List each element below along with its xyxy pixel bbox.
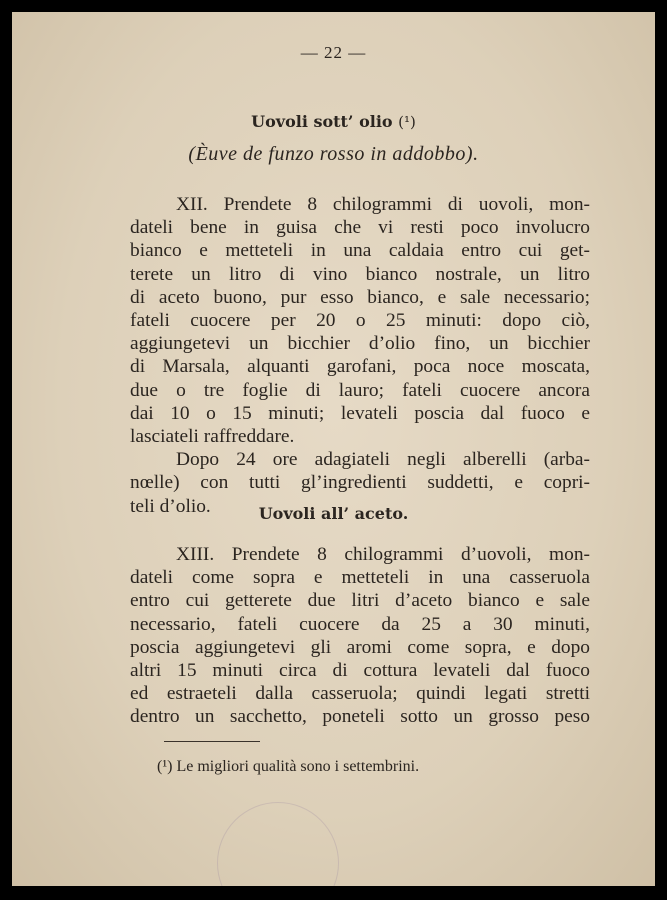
text-line: di Marsala, alquanti garofani, poca noce moscata, [130,356,590,378]
text-line: aggiungetevi un bicchier d’olio fino, un bicchier [130,333,590,355]
footnote: (¹) Le migliori qualità sono i settembrini. [157,758,420,775]
section-title-text: Uovoli sott’ olio [251,112,393,131]
text-line: XIII. Prendete 8 chilogrammi d’uovoli, mon- [176,544,590,565]
text-line: teli d’olio. [130,495,211,517]
text-line: due o tre foglie di lauro; fateli cuocere ancora [130,379,590,401]
text-line: necessario, fateli cuocere da 25 a 30 minuti, [130,613,590,635]
text-line: poscia aggiungetevi gli aromi come sopra, e dopo [130,636,590,658]
footnote-reference: (¹) [398,113,416,131]
text-line: lasciateli raffreddare. [130,426,295,448]
section-title-uovoli-sott-olio [12,112,655,131]
text-line: dateli bene in guisa che vi resti poco involucro [130,217,590,239]
book-page [12,12,655,886]
text-line: Dopo 24 ore adagiateli negli alberelli (arba- [176,449,590,471]
recipe-xiii-paragraph [130,543,590,729]
text-line: XII. Prendete 8 chilogrammi di uovoli, mon- [176,194,590,215]
text-line: di aceto buono, pur esso bianco, e sale necessario; [130,286,590,308]
library-stamp [217,802,339,886]
footnote-divider [164,741,260,742]
text-line: dai 10 o 15 minuti; levateli poscia dal fuoco e [130,402,590,424]
text-line: fateli cuocere per 20 o 25 minuti: dopo ciò, [130,310,590,332]
text-line: dentro un sacchetto, poneteli sotto un grosso peso [130,706,590,728]
text-line: altri 15 minuti circa di cottura levateli dal fuoco [130,660,590,682]
text-line: entro cui getterete due litri d’aceto bianco e sale [130,590,590,612]
text-line: bianco e metteteli in una caldaia entro cui get- [130,240,590,262]
text-line: terete un litro di vino bianco nostrale, un litro [130,263,590,285]
section-title-uovoli-all-aceto: Uovoli all’ aceto. [258,504,409,523]
text-line: ed estraeteli dalla casseruola; quindi legati stretti [130,683,590,705]
text-line: dateli come sopra e metteteli in una casseruola [130,567,590,589]
page-number: — 22 — [300,43,367,62]
dialect-subtitle: (Èuve de funzo rosso in addobbo). [188,143,479,165]
recipe-xii-paragraph [130,193,590,518]
text-line: nœlle) con tutti gl’ingredienti suddetti, e copri- [130,472,590,494]
